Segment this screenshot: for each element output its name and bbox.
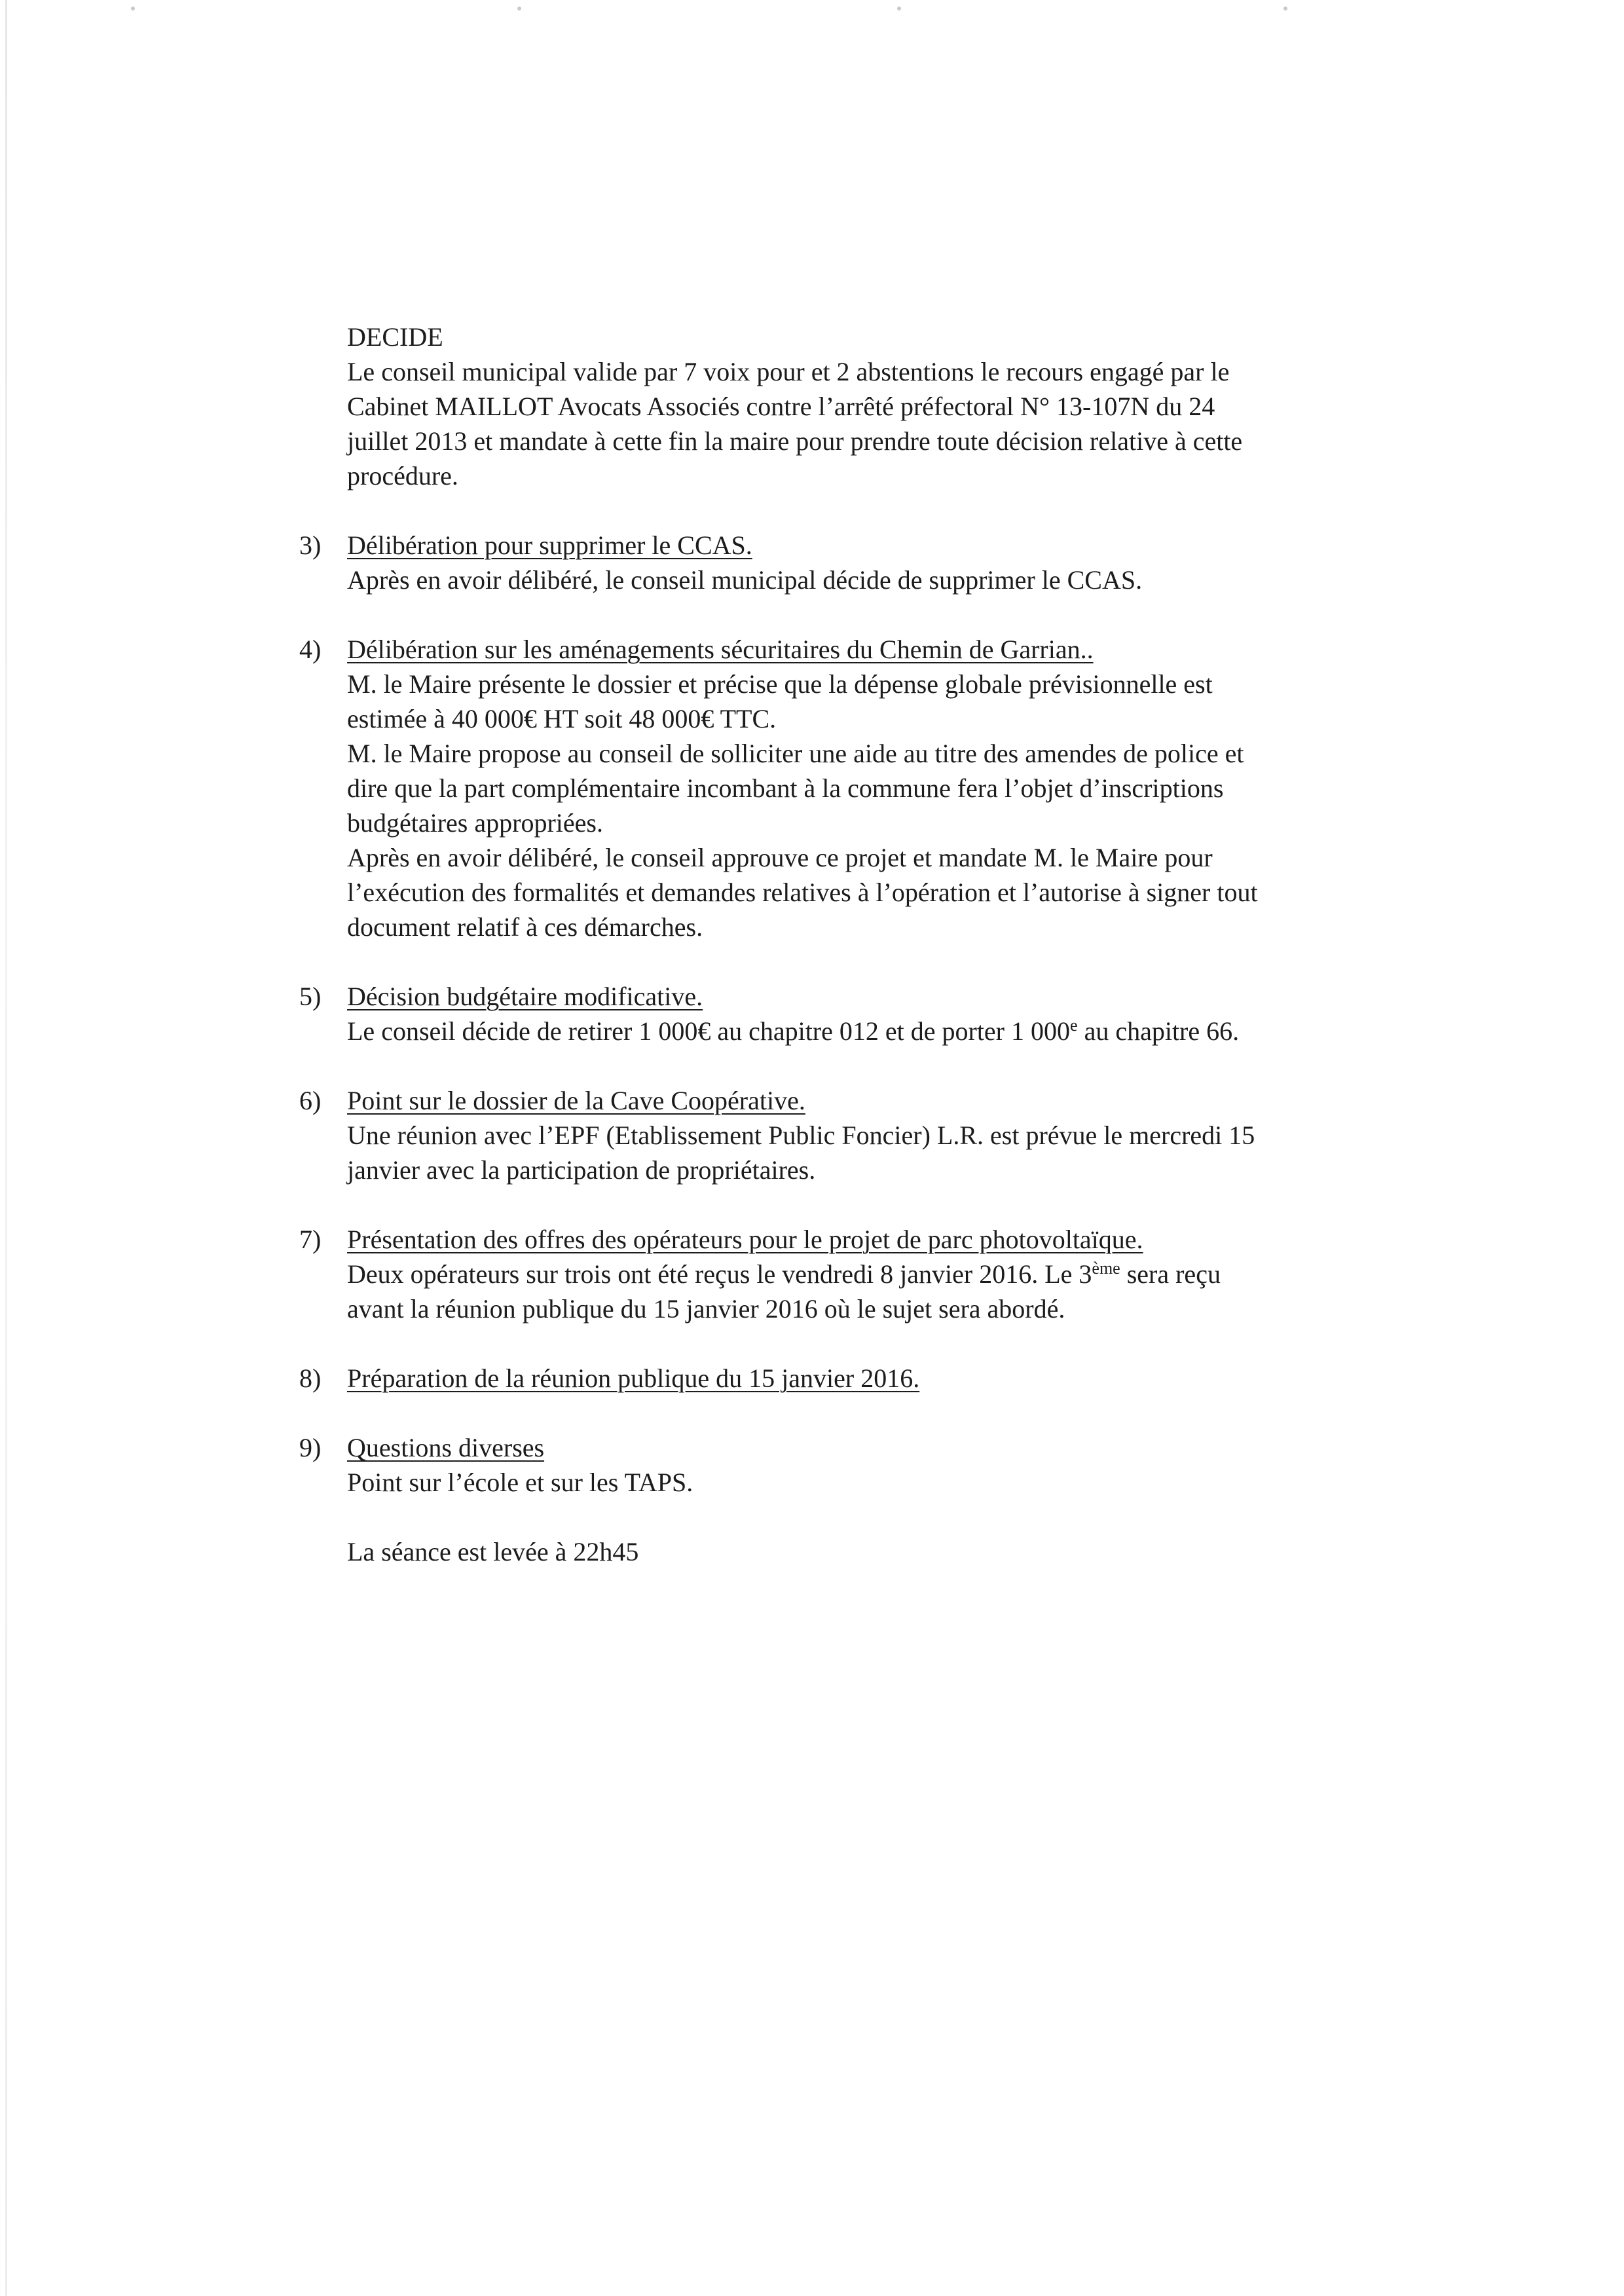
document-body — [299, 320, 1460, 1569]
decide-line: Cabinet MAILLOT Avocats Associés contre l’arrêté préfectoral N° 13-107N du 24 — [347, 392, 1215, 421]
agenda-item-6 — [299, 1083, 1460, 1187]
item-text-part: au chapitre 66. — [1077, 1016, 1240, 1046]
scan-speck — [131, 7, 135, 10]
item-text-line: Point sur l’école et sur les TAPS. — [347, 1468, 693, 1497]
item-text-part: Le conseil décide de retirer 1 000€ au chapitre 012 et de porter 1 000 — [347, 1016, 1071, 1046]
scan-speck — [897, 7, 901, 10]
decide-section — [347, 320, 1460, 493]
item-text-line: janvier avec la participation de propriétaires. — [347, 1155, 816, 1185]
decide-line: juillet 2013 et mandate à cette fin la maire pour prendre toute décision relative à cette — [347, 426, 1243, 456]
item-number: 6) — [299, 1086, 322, 1115]
superscript: e — [1070, 1016, 1078, 1035]
item-number: 3) — [299, 530, 322, 560]
item-text-line: Une réunion avec l’EPF (Etablissement Public Foncier) L.R. est prévue le mercredi 15 — [347, 1120, 1255, 1150]
scan-speck — [517, 7, 521, 10]
superscript: ème — [1092, 1259, 1120, 1278]
item-number: 9) — [299, 1433, 322, 1462]
item-title: Délibération sur les aménagements sécuritaires du Chemin de Garrian.. — [347, 635, 1094, 664]
item-number: 4) — [299, 635, 322, 664]
decide-line: procédure. — [347, 461, 458, 491]
agenda-item-4 — [299, 632, 1460, 944]
decide-heading: DECIDE — [347, 322, 443, 352]
closing-statement — [347, 1534, 1460, 1569]
agenda-item-5 — [299, 979, 1460, 1048]
item-text-line: l’exécution des formalités et demandes relatives à l’opération et l’autorise à signer tout — [347, 878, 1258, 907]
item-title: Décision budgétaire modificative. — [347, 982, 703, 1011]
item-title: Préparation de la réunion publique du 15 janvier 2016. — [347, 1363, 920, 1393]
item-number: 7) — [299, 1225, 322, 1254]
decide-line: Le conseil municipal valide par 7 voix pour et 2 abstentions le recours engagé par le — [347, 357, 1230, 386]
item-title: Point sur le dossier de la Cave Coopérative. — [347, 1086, 805, 1115]
item-text-line: Après en avoir délibéré, le conseil approuve ce projet et mandate M. le Maire pour — [347, 843, 1213, 872]
agenda-item-3 — [299, 528, 1460, 597]
agenda-item-7 — [299, 1222, 1460, 1326]
item-text-line — [347, 1257, 1460, 1291]
agenda-item-9 — [299, 1430, 1460, 1500]
item-text-part: Deux opérateurs sur trois ont été reçus le vendredi 8 janvier 2016. Le 3 — [347, 1259, 1092, 1289]
item-title: Présentation des offres des opérateurs pour le projet de parc photovoltaïque. — [347, 1225, 1143, 1254]
item-text-line: M. le Maire propose au conseil de solliciter une aide au titre des amendes de police et — [347, 739, 1244, 768]
item-number: 8) — [299, 1363, 322, 1393]
item-text-line: document relatif à ces démarches. — [347, 912, 703, 942]
item-text-line: dire que la part complémentaire incombant à la commune fera l’objet d’inscriptions — [347, 773, 1224, 803]
item-number: 5) — [299, 982, 322, 1011]
scan-speck — [1283, 7, 1287, 10]
item-title: Questions diverses — [347, 1433, 545, 1462]
item-text-line: estimée à 40 000€ HT soit 48 000€ TTC. — [347, 704, 777, 733]
closing-text: La séance est levée à 22h45 — [347, 1537, 639, 1566]
item-text-line: M. le Maire présente le dossier et précise que la dépense globale prévisionnelle est — [347, 669, 1213, 699]
item-text-line: avant la réunion publique du 15 janvier 2016 où le sujet sera abordé. — [347, 1294, 1065, 1324]
scan-edge-shadow — [5, 0, 7, 2296]
item-text-line — [347, 1014, 1460, 1048]
item-text-line: Après en avoir délibéré, le conseil municipal décide de supprimer le CCAS. — [347, 565, 1143, 595]
agenda-item-8 — [299, 1361, 1460, 1396]
item-title: Délibération pour supprimer le CCAS. — [347, 530, 752, 560]
item-text-part: sera reçu — [1120, 1259, 1221, 1289]
item-text-line: budgétaires appropriées. — [347, 808, 603, 838]
